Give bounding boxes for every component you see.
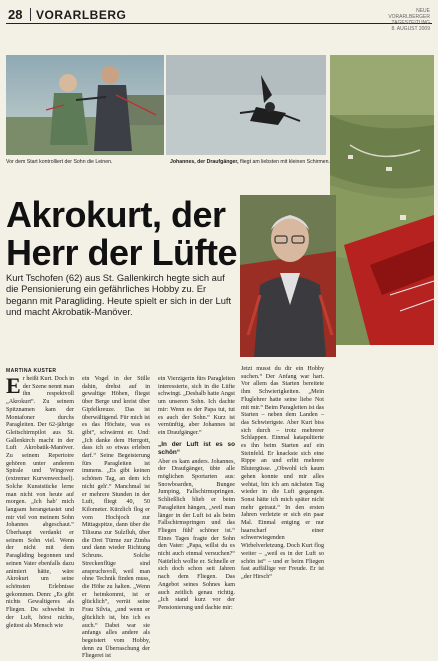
photo2-caption [170,159,330,165]
headline [6,196,238,272]
meta-line: TAGESZEITUNG [391,20,430,26]
headline-line2: Herr der Lüfte [6,232,238,273]
page-header [6,6,432,32]
article-column-1 [6,373,74,630]
publication-meta [380,8,430,32]
article-column-3 [158,376,235,614]
column-text: ein Vierzigerin fürs Paragleiten interessierte, sich in die Lüfte schwingt. „Deshalb hatte Angst um unseren Sohn. Ich dachte mir: Wenn es der Papa tut, tut es auch der Sohn.“ Kurz ist vernünftig, aber Johannes ist ein Draufgänger.“ [158,376,235,436]
photo1-caption: Vor dem Start kontrolliert der Sohn die Leinen. [6,159,113,165]
header-divider [30,8,31,21]
byline: MARTINA KUSTER [6,368,57,374]
meta-line: 8. AUGUST 2009 [391,26,430,32]
photo-aerial-landscape [330,55,434,345]
headline-line1: Akrokurt, der [6,194,226,235]
photo-portrait-kurt [240,195,336,357]
drop-cap: E [6,373,21,398]
article-lead: Kurt Tschofen (62) aus St. Gallenkirch hegte sich auf die Pensionierung ein gefährliches Hobby zu. Er begann mit Paragliding. Heute spielt er sich in der Luft und macht Akrobatik-Manöver. [6,272,232,318]
article-column-4 [241,366,324,582]
meta-line: NEUE VORARLBERGER [388,8,430,20]
column-text: r heißt Kurt. Doch in der Szene nennt man ihn respektvoll „Akrokurt“. Zu seinem Spitznamen kam der Montafoner durchs Paragleiten. Der 62-jährige Gleitschirmpilot aus St. Gallenkirch macht in der Luft Akrobatik-Manöver. Zu seinem Repertoire gehören unter anderem Spirale und Wingover (extremer Kurvenwechsel). Solche Kunststücke lerne man nicht von heute auf morgen. „Ich hab' mich langsam herangetastet und mir viel von meinem Sohn Johannes abgeschaut.“ Überhaupt verdankt er seinem Sohn viel. Wenn der nicht mit dem Paragliding begonnen und seinen Vater ebenfalls dazu animiert hätte, wäre Akrokurt um seine schönsten Erlebnisse gekommen. Denn: „Es gibt nichts Gewaltigeres als Fliegen. Du schwebst in der Luft, hörst nichts, gleitest als Mensch wie [6,376,74,629]
page-number: 28 [8,7,23,22]
section-title: VORARLBERG [36,8,127,22]
column-text: Jetzt musst du dir ein Hobby suchen.“ Der Anfang war hart. Vor allem das Starten bereitete ihm Schwierigkeiten. „Mein Fluglehrer hatte seine liebe Not mit mir.“ Beim Paragleiten ist das Starten – neben dem Landen – das Schwierigste. Aber Kurt biss sich durch – trotz mehrerer Schlappen. Einmal katapultierte es ihn beim Starten auf ein Steinfeld. Er knackste sich eine Rippe an und erlitt mehrere Blutergüsse. „Obwohl ich kaum gehen konnte und mir alles wehtat, bin ich am nächsten Tag wieder in die Luft gegangen. Sonst hätte ich mich später nicht mehr getraut.“ In den ersten Jahren verletzte er sich ein paar Mal. Einmal entging er nur haarscharf einer schwerwiegenden Wirbelverletzung. Doch Kurt flog weiter – „weil es in der Luft so schön ist“ – und er beim Fliegen fast auffällige ver Freude. Er ist „der Hirsch“ [241,366,324,580]
article-column-2 [82,376,150,661]
column-text: ein Vogel in der Stille dahin, drehst auf in gewaltige Höhen, fliegst über Berge und kreist über Gipfelkreuze. Das ist überwältigend. Für mich ist es das Höchste, was es gibt“, schwärmt er. Und: „Ich danke dem Herrgott, dass ich so etwas erleben darf.“ Seine Begeisterung fürs Paragleiten ist immens. „Es gibt keinen schönen Tag, an dem ich nicht geh'.“ Manchmal ist er mehrere Stunden in der Luft, fliegt 40, 50 Kilometer. Kürzlich flog er vom Hochjoch zur Mittagspitze, dann über die Tilisuna zur Sulzfluh, über die Drei Türme zur Zimba und dann wieder Richtung Schruns. Solche Streckenflüge sind anspruchsvoll, weil man ohne Technik finden muss, die Höhe zu halten. „Wenn er heimkommt, ist er glücklich“, verrät seine Frau Silvia, „und wenn er glücklich ist, bin ich es auch.“ Dabei war sie anfangs alles andere als begeistert vom Hobby, denn zu Überraschung der Fliegerei ist [82,376,150,660]
caption-rest: fliegt am liebsten mit kleinen Schirmen. [238,159,331,165]
caption-bold: Johannes, der Draufgänger, [170,159,239,165]
column-text: Aber es kam anders. Johannes, der Draufgänger, übte alle möglichen Sportarten aus: Snowboarden, Bungee Jumping, Fallschirmspringen. Schließlich blieb er beim Paragleiten hängen, „weil man länger in der Luft ist als beim Fallschirmspringen und das Fliegen fühl' schöner ist.“ Eines Tages fragte der Sohn den Vater: „Papa, willst du es nicht auch einmal versuchen?“ Natürlich wollte er. Schnelle er sich doch schon seit Jahren nach dem Fliegen. Das Angebot seines Sohnes kam auch zeitlich genau richtig. „Ich stand kurz vor der Pensionierung und dachte mir: [158,458,235,611]
photo-father-son-lines [6,55,164,155]
subheading: „In der Luft ist es so schön“ [158,440,235,456]
photo-paraglider-sky [166,55,326,155]
